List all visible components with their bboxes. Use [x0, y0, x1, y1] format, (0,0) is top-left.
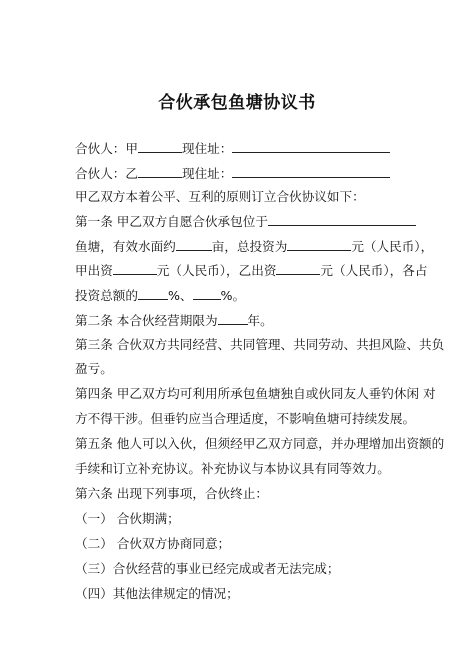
- article1-a-share-blank: [138, 287, 168, 300]
- article1-total-blank: [287, 238, 351, 251]
- party-b-name-blank: [138, 165, 182, 178]
- article6-heading: 第六条 出现下列事项，合伙终止：: [75, 486, 268, 501]
- article1-a-amount-blank: [113, 262, 157, 275]
- party-b-line: [75, 165, 390, 182]
- party-a-line: [75, 140, 390, 157]
- party-a-address-label: 现住址：: [181, 141, 233, 156]
- article3-line2: 盈亏。: [75, 361, 113, 376]
- article1-text: %。: [220, 288, 246, 303]
- article1-text: 元（人民币），乙出资: [156, 263, 277, 278]
- article5-line2: 手续和订立补充协议。补充协议与本协议具有同等效力。: [75, 461, 390, 476]
- party-a-label: 合伙人：甲: [75, 141, 138, 156]
- party-a-name-blank: [138, 140, 182, 153]
- document-title: 合伙承包鱼塘协议书: [158, 93, 316, 113]
- article6-item: （四）其他法律规定的情况；: [75, 586, 239, 601]
- article1-b-share-blank: [193, 287, 221, 300]
- party-b-label: 合伙人：乙: [75, 166, 138, 181]
- article1-text: 元（人民币），: [351, 239, 434, 254]
- article5-line1: 第五条 他人可以入伙，但须经甲乙双方同意，并办理增加出资额的: [75, 436, 445, 451]
- party-b-address-label: 现住址：: [181, 166, 233, 181]
- article1-text: 元（人民币），各占: [320, 263, 428, 278]
- party-a-address-blank: [232, 140, 390, 153]
- article1-line4: [75, 287, 245, 304]
- intro-paragraph: 甲乙双方本着公平、互利的原则订立合伙协议如下：: [75, 189, 365, 204]
- article1-b-amount-blank: [276, 262, 320, 275]
- article2-text: 第二条 本合伙经营期限为: [75, 313, 218, 328]
- article1-location-blank: [268, 213, 416, 226]
- article1-line1: [75, 213, 416, 230]
- article1-text: 亩，总投资为: [211, 239, 288, 254]
- article1-text: 第一条 甲乙双方自愿合伙承包位于: [75, 214, 268, 229]
- article1-text: %、: [167, 288, 193, 303]
- article3-line1: 第三条 合伙双方共同经营、共同管理、共同劳动、共担风险、共负: [75, 337, 445, 352]
- article1-line2: [75, 238, 433, 255]
- article1-area-blank: [176, 238, 212, 251]
- article2-line: [75, 312, 273, 329]
- party-b-address-blank: [232, 165, 390, 178]
- article1-line3: [75, 262, 427, 279]
- article6-item: （三）合伙经营的事业已经完成或者无法完成；: [75, 561, 340, 576]
- article2-term-blank: [218, 312, 248, 325]
- article6-item: （二） 合伙双方协商同意；: [75, 536, 231, 551]
- article4-line1: 第四条 甲乙双方均可利用所承包鱼塘独自或伙同友人垂钓休闲 对: [75, 386, 436, 401]
- article4-line2: 方不得干涉。但垂钓应当合理适度，不影响鱼塘可持续发展。: [75, 411, 416, 426]
- article1-text: 投资总额的: [75, 288, 138, 303]
- article2-text: 年。: [247, 313, 273, 328]
- article6-item: （一） 合伙期满；: [75, 511, 180, 526]
- article1-text: 鱼塘，有效水面约: [75, 239, 176, 254]
- article1-text: 甲出资: [75, 263, 113, 278]
